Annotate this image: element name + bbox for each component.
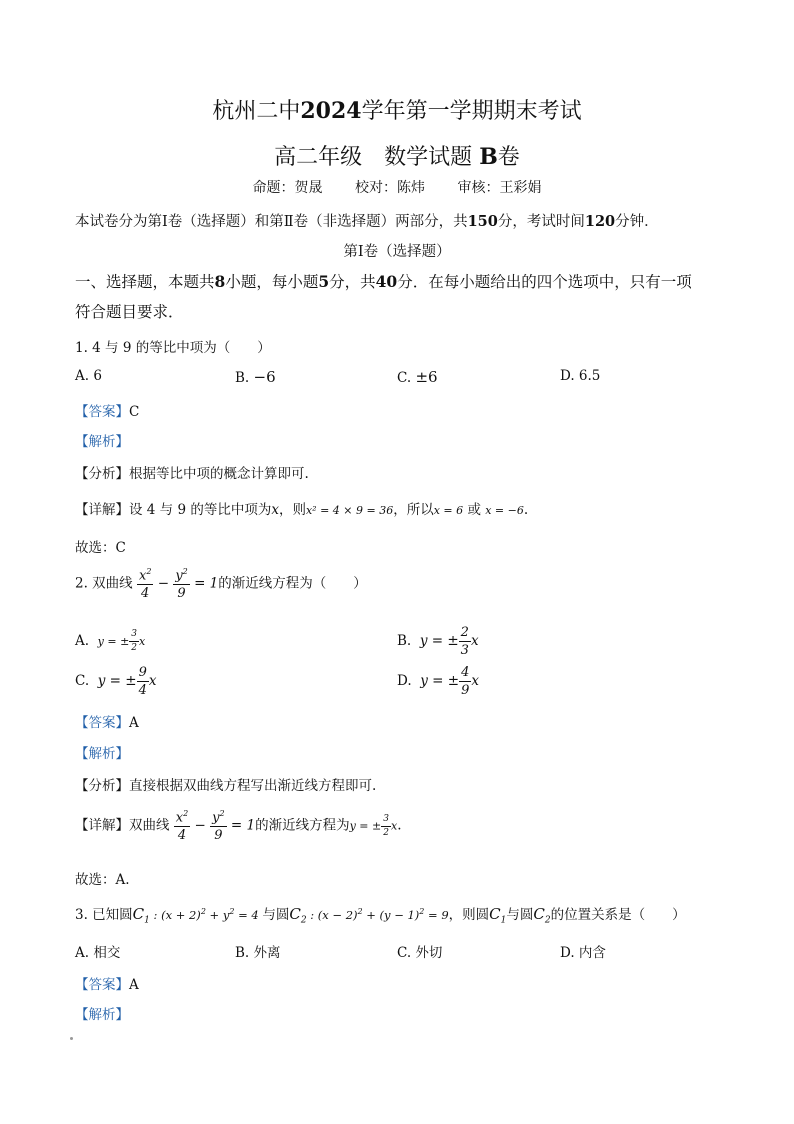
option-letter: C.	[75, 673, 90, 689]
q2-option-b[interactable]: B. y = ± $\frac{2}{3}$ x	[397, 625, 479, 658]
intro-text: 本试卷分为第Ⅰ卷（选择题）和第Ⅱ卷（非选择题）两部分，共	[75, 214, 468, 230]
fenxi-label: 【分析】	[75, 778, 129, 794]
q3-stem: 3. 已知圆$C_1$ : $(x + 2)^2 + y^2 = 4$ 与圆$C_2$ : $(x - 2)^2 + (y - 1)^2 = 9$，则圆$C_1$与圆$C_2$的位置关系是（ ）	[75, 905, 686, 926]
section-text: 分，共	[329, 273, 376, 291]
answer-label: 【答案】	[75, 715, 129, 731]
detail-label: 【详解】	[75, 817, 129, 834]
section-heading	[75, 270, 692, 292]
answer-label: 【答案】	[75, 977, 129, 993]
q1-analysis-label: 【解析】	[75, 434, 129, 450]
q3-option-c[interactable]: C. 外切	[397, 945, 443, 961]
stem-text: ，则圆	[448, 907, 490, 923]
exam-intro	[75, 210, 659, 231]
stem-text: 3. 已知圆	[75, 907, 133, 923]
detail-text: 或	[467, 502, 481, 518]
q1-fenxi	[75, 462, 309, 482]
credit-proofreader: 校对：陈炜	[355, 180, 425, 196]
intro-text: 分，考试时间	[497, 214, 585, 230]
option-math: ±6	[415, 368, 438, 386]
fraction: $\frac{y^2}{9}$	[175, 567, 188, 602]
q1-conclusion: 故选：C	[75, 540, 126, 556]
detail-text: 的渐近线方程为	[255, 817, 350, 834]
section-text: 一、选择题，本题共	[75, 273, 215, 291]
stem-text: 与圆	[262, 907, 290, 923]
detail-text: .	[397, 817, 402, 834]
section-text: 分．在每小题给出的四个选项中，只有一项	[397, 273, 692, 291]
q2-conclusion: 故选：A.	[75, 872, 130, 888]
q3-option-a[interactable]: A. 相交	[75, 945, 121, 961]
title-school: 杭州二中	[212, 99, 301, 124]
stem-text: 的渐近线方程为（ ）	[218, 575, 367, 592]
q3-analysis-label: 【解析】	[75, 1007, 129, 1023]
answer-value: A	[129, 977, 139, 993]
intro-time: 120	[584, 213, 616, 230]
q3-option-b[interactable]: B. 外离	[235, 945, 281, 961]
option-letter: B.	[397, 633, 412, 649]
section-count: 8	[214, 272, 226, 291]
q1-detail	[75, 498, 528, 518]
fenxi-text: 直接根据双曲线方程写出渐近线方程即可.	[129, 778, 377, 794]
detail-math: x² = 4 × 9 = 36	[305, 504, 394, 517]
section-points: 5	[318, 272, 330, 291]
part-one-heading: 第Ⅰ卷（选择题）	[343, 244, 451, 260]
fenxi-text: 根据等比中项的概念计算即可.	[129, 466, 309, 482]
stem-text: 2. 双曲线	[75, 575, 133, 592]
fenxi-label: 【分析】	[75, 466, 129, 482]
q2-option-a[interactable]: A. y = ± $\frac{3}{2}$ x	[75, 629, 146, 653]
fraction: $\frac{x^2}{4}$	[175, 809, 189, 844]
section-text: 小题，每小题	[225, 273, 319, 291]
q3-option-d[interactable]: D. 内含	[560, 945, 606, 961]
fraction: $\frac{y^2}{9}$	[212, 809, 225, 844]
subtitle-suffix: 卷	[497, 145, 520, 170]
q2-answer	[75, 711, 139, 731]
exam-title	[0, 94, 794, 125]
q1-option-d[interactable]: D. 6.5	[560, 368, 601, 384]
page-mark	[70, 1037, 73, 1040]
stem-text: 与圆	[506, 907, 534, 923]
detail-text: 设 4 与 9 的等比中项为	[129, 502, 272, 518]
exam-subtitle	[0, 140, 794, 171]
q1-answer	[75, 400, 139, 420]
q3-answer	[75, 973, 139, 993]
intro-text: 分钟．	[615, 214, 659, 230]
credit-reviewer: 审核：王彩娟	[457, 180, 542, 196]
detail-text: 双曲线	[129, 817, 170, 834]
option-letter: A.	[75, 633, 90, 649]
exam-credits	[0, 177, 794, 197]
title-year: 2024	[300, 98, 362, 124]
q2-fenxi	[75, 774, 376, 794]
subtitle-grade: 高二年级 数学试题	[274, 145, 473, 170]
q2-option-d[interactable]: D. y = ± $\frac{4}{9}$ x	[397, 665, 479, 698]
title-term: 学年第一学期期末考试	[361, 99, 582, 124]
subtitle-version: B	[479, 144, 498, 170]
answer-value: A	[129, 715, 139, 731]
detail-math: x	[271, 502, 279, 518]
stem-text: 的位置关系是（ ）	[550, 907, 686, 923]
detail-math: x = −6	[485, 504, 524, 517]
detail-text: ，所以	[393, 502, 434, 518]
option-letter: C.	[397, 370, 412, 386]
detail-label: 【详解】	[75, 502, 129, 518]
intro-total-score: 150	[467, 213, 498, 230]
q1-stem: 1. 4 与 9 的等比中项为（ ）	[75, 340, 271, 356]
detail-text: ，则	[278, 502, 306, 518]
q2-stem: 2. 双曲线 $\frac{x^2}{4}$ − $\frac{y^2}{9}$ = 1的渐近线方程为（ ）	[75, 567, 367, 602]
q1-option-b[interactable]	[235, 368, 276, 386]
answer-label: 【答案】	[75, 404, 129, 420]
answer-value: C	[129, 404, 140, 420]
q1-option-c[interactable]	[397, 368, 438, 386]
option-letter: B.	[235, 370, 250, 386]
section-heading-line2: 符合题目要求．	[75, 303, 184, 321]
option-math: −6	[253, 368, 276, 386]
q2-detail: 【详解】双曲线 $\frac{x^2}{4}$ − $\frac{y^2}{9}$ = 1的渐近线方程为y = ± $\frac{3}{2}$ x.	[75, 809, 402, 844]
option-letter: D.	[397, 673, 412, 689]
q2-analysis-label: 【解析】	[75, 746, 129, 762]
fraction: $\frac{x^2}{4}$	[138, 567, 152, 602]
detail-math: x = 6	[433, 504, 464, 517]
detail-text: .	[523, 502, 529, 518]
credit-author: 命题：贺晟	[252, 180, 323, 196]
q1-option-a[interactable]: A. 6	[75, 368, 102, 384]
section-total: 40	[375, 272, 398, 291]
q2-option-c[interactable]: C. y = ± $\frac{9}{4}$ x	[75, 665, 157, 698]
